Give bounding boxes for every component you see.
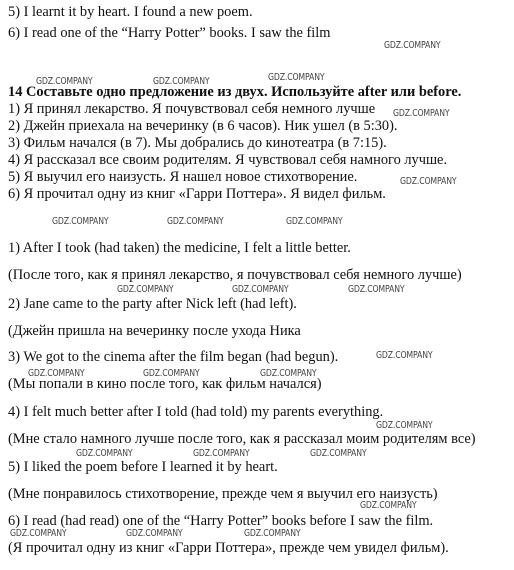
watermark: GDZ.COMPANY <box>376 420 433 431</box>
watermark: GDZ.COMPANY <box>117 284 174 295</box>
watermark: GDZ.COMPANY <box>36 76 93 87</box>
watermark: GDZ.COMPANY <box>28 368 85 379</box>
watermark: GDZ.COMPANY <box>76 448 133 459</box>
exercise-item: 1) Я принял лекарство. Я почувствовал себя немного лучше <box>8 101 376 117</box>
answer-line: 3) We got to the cinema after the film began (had begun). <box>8 349 339 365</box>
answer-line: 1) After I took (had taken) the medicine, I felt a little better. <box>8 240 351 256</box>
watermark: GDZ.COMPANY <box>286 216 343 227</box>
watermark: GDZ.COMPANY <box>143 368 200 379</box>
top-line-5: 5) I learnt it by heart. I found a new poem. <box>8 4 253 20</box>
answer-translation: (После того, как я принял лекарство, я почувствовал себя немного лучше) <box>8 267 462 283</box>
exercise-item: 5) Я выучил его наизусть. Я нашел новое стихотворение. <box>8 169 358 185</box>
watermark: GDZ.COMPANY <box>260 368 317 379</box>
answer-line: 6) I read (had read) one of the “Harry Potter” books before I saw the film. <box>8 513 434 529</box>
top-line-6: 6) I read one of the “Harry Potter” books. I saw the film <box>8 25 331 41</box>
answer-line: 5) I liked the poem before I learned it by heart. <box>8 459 278 475</box>
answer-line: 4) I felt much better after I told (had told) my parents everything. <box>8 404 384 420</box>
watermark: GDZ.COMPANY <box>153 76 210 87</box>
watermark: GDZ.COMPANY <box>52 216 109 227</box>
answer-translation: (Джейн пришла на вечеринку после ухода Ника <box>8 323 301 339</box>
watermark: GDZ.COMPANY <box>360 500 417 511</box>
watermark: GDZ.COMPANY <box>126 528 183 539</box>
watermark: GDZ.COMPANY <box>244 528 301 539</box>
watermark: GDZ.COMPANY <box>400 176 457 187</box>
watermark: GDZ.COMPANY <box>10 528 67 539</box>
answer-line: 2) Jane came to the party after Nick left (had left). <box>8 296 297 312</box>
answer-translation: (Мы попали в кино после того, как фильм начался) <box>8 376 322 392</box>
watermark: GDZ.COMPANY <box>376 350 433 361</box>
answer-translation: (Мне стало намного лучше после того, как я рассказал моим родителям все) <box>8 431 476 447</box>
watermark: GDZ.COMPANY <box>232 284 289 295</box>
watermark: GDZ.COMPANY <box>393 108 450 119</box>
answer-translation: (Мне понравилось стихотворение, прежде чем я выучил его наизусть) <box>8 486 438 502</box>
watermark: GDZ.COMPANY <box>193 448 250 459</box>
watermark: GDZ.COMPANY <box>310 448 367 459</box>
watermark: GDZ.COMPANY <box>384 40 441 51</box>
answer-translation: (Я прочитал одну из книг «Гарри Поттера», прежде чем увидел фильм). <box>8 540 449 556</box>
watermark: GDZ.COMPANY <box>268 72 325 83</box>
exercise-item: 4) Я рассказал все своим родителям. Я чувствовал себя намного лучше. <box>8 152 448 168</box>
exercise-heading: 14 Составьте одно предложение из двух. Используйте after или before. <box>8 84 462 100</box>
watermark: GDZ.COMPANY <box>348 284 405 295</box>
exercise-item: 3) Фильм начался (в 7). Мы добрались до кинотеатра (в 7:15). <box>8 135 387 151</box>
exercise-item: 6) Я прочитал одну из книг «Гарри Поттера». Я видел фильм. <box>8 186 386 202</box>
exercise-item: 2) Джейн приехала на вечеринку (в 6 часов). Ник ушел (в 5:30). <box>8 118 398 134</box>
watermark: GDZ.COMPANY <box>167 216 224 227</box>
